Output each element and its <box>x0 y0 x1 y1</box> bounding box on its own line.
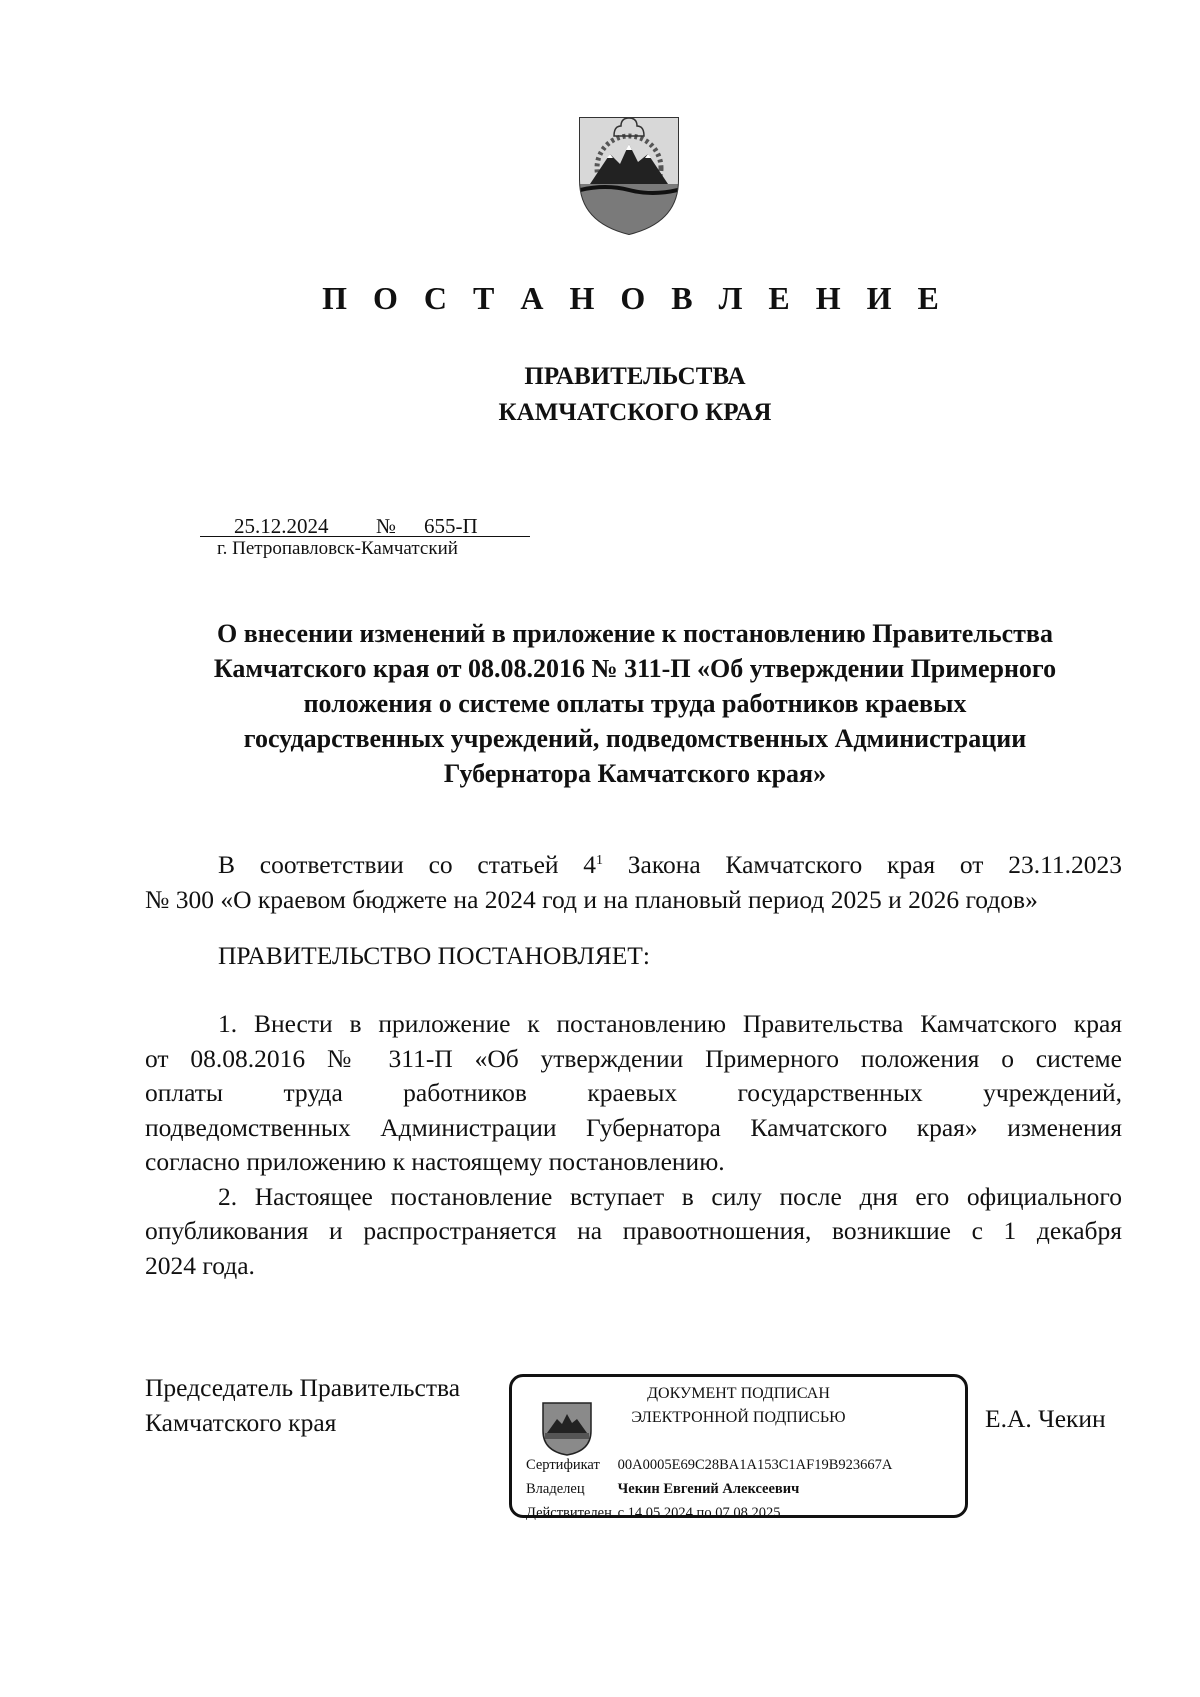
item-1 <box>145 1007 1122 1283</box>
item-1-line: от 08.08.2016 № 311-П «Об утверждении Примерного положения о системе <box>145 1043 1122 1073</box>
certificate-label: Сертификат <box>526 1457 600 1473</box>
subject-line: положения о системе оплаты труда работников краевых <box>303 689 967 718</box>
item-1-line: согласно приложению к настоящему постановлению. <box>145 1147 725 1176</box>
item-2-line: 2024 года. <box>145 1250 255 1280</box>
stamp-owner-row <box>526 1481 799 1498</box>
item-1-line: оплаты труда работников краевых государственных учреждений, <box>145 1078 1122 1107</box>
signatory-position: Председатель Правительства Камчатского края <box>145 1373 461 1437</box>
coat-of-arms-icon <box>540 1399 594 1457</box>
subject-line: Губернатора Камчатского края» <box>443 759 827 788</box>
city: г. Петропавловск-Камчатский <box>217 538 458 559</box>
issuer-line-2: КАМЧАТСКОГО КРАЯ <box>498 399 772 426</box>
preamble-line-1: В соответствии со статьей $4^1$ Закона Камчатского края от 23.11.2023 <box>218 850 1122 879</box>
item-2-line: опубликования и распространяется на правоотношения, возникшие с 1 декабря <box>145 1216 1122 1245</box>
coat-of-arms-icon <box>576 110 682 238</box>
document-date: 25.12.2024 <box>234 514 329 538</box>
document-number: 655-П <box>424 514 478 538</box>
number-sign: № <box>376 514 397 538</box>
electronic-signature-stamp <box>509 1374 968 1521</box>
stamp-title-1: ДОКУМЕНТ ПОДПИСАН <box>647 1385 830 1402</box>
date-number-line <box>200 516 530 537</box>
stamp-title-2: ЭЛЕКТРОННОЙ ПОДПИСЬЮ <box>631 1409 846 1426</box>
issuer-line-1: ПРАВИТЕЛЬСТВА <box>524 363 746 390</box>
preamble <box>145 848 1122 917</box>
superscript: 1 <box>596 853 604 868</box>
signatory-name: Е.А. Чекин <box>985 1404 1106 1433</box>
document-type: П О С Т А Н О В Л Е Н И Е <box>322 280 948 316</box>
validity-value: с 14.05.2024 по 07.08.2025 <box>617 1505 781 1521</box>
document-subject <box>140 616 1130 791</box>
item-2-line: 2. Настоящее постановление вступает в силу после дня его официального <box>218 1181 1122 1211</box>
validity-label: Действителен <box>526 1505 612 1521</box>
resolves-heading: ПРАВИТЕЛЬСТВО ПОСТАНОВЛЯЕТ: <box>218 941 650 970</box>
item-1-line: 1. Внести в приложение к постановлению Правительства Камчатского края <box>218 1009 1122 1038</box>
certificate-value: 00A0005E69C28BA1A153C1AF19B923667A <box>617 1457 893 1473</box>
subject-line: Камчатского края от 08.08.2016 № 311-П «Об утверждении Примерного <box>213 654 1057 683</box>
preamble-line-2: № 300 «О краевом бюджете на 2024 год и на плановый период 2025 и 2026 годов» <box>145 884 1038 914</box>
stamp-certificate-row <box>526 1457 892 1474</box>
owner-label: Владелец <box>526 1481 585 1497</box>
subject-line: государственных учреждений, подведомственных Администрации <box>243 724 1027 753</box>
subject-line: О внесении изменений в приложение к постановлению Правительства <box>217 619 1053 648</box>
owner-value: Чекин Евгений Алексеевич <box>617 1481 800 1497</box>
item-1-line: подведомственных Администрации Губернатора Камчатского края» изменения <box>145 1112 1122 1142</box>
stamp-validity-row <box>526 1505 780 1522</box>
